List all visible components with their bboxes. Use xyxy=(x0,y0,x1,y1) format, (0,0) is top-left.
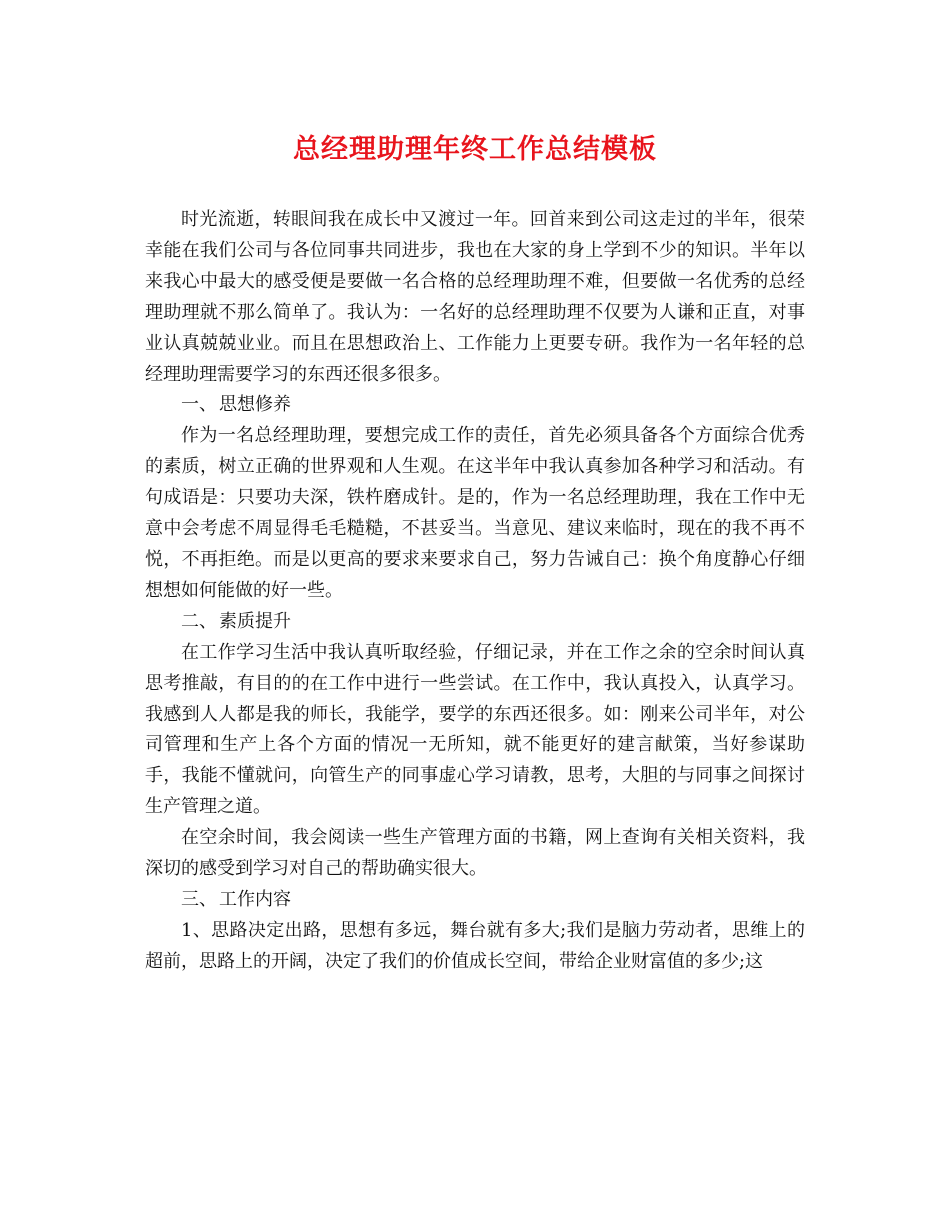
section-heading-text: 工作内容 xyxy=(219,888,291,910)
section-2-paragraph-1: 在工作学习生活中我认真听取经验，仔细记录，并在工作之余的空余时间认真思考推敲，有目的的在工作中进行一些尝试。在工作中，我认真投入，认真学习。我感到人人都是我的师长，我能学，要学的东西还很多。如：刚来公司半年，对公司管理和生产上各个方面的情况一无所知，就不能更好的建言献策，当好参谋助手，我能不懂就问，向管生产的同事虚心学习请教，思考，大胆的与同事之间探讨生产管理之道。 xyxy=(145,641,805,818)
section-number: 一、 xyxy=(181,394,217,416)
document-body xyxy=(145,205,805,978)
intro-paragraph: 时光流逝，转眼间我在成长中又渡过一年。回首来到公司这走过的半年，很荣幸能在我们公司与各位同事共同进步，我也在大家的身上学到不少的知识。半年以来我心中最大的感受便是要做一名合格的总经理助理不难，但要做一名优秀的总经理助理就不那么简单了。我认为：一名好的总经理助理不仅要为人谦和正直，对事业认真兢兢业业。而且在思想政治上、工作能力上更要专研。我作为一名年轻的总经理助理需要学习的东西还很多很多。 xyxy=(145,209,805,385)
section-heading-1 xyxy=(145,390,805,421)
section-1-paragraph: 作为一名总经理助理，要想完成工作的责任，首先必须具备各个方面综合优秀的素质，树立正确的世界观和人生观。在这半年中我认真参加各种学习和活动。有句成语是：只要功夫深，铁杵磨成针。是的，作为一名总经理助理，我在工作中无意中会考虑不周显得毛毛糙糙，不甚妥当。当意见、建议来临时，现在的我不再不悦，不再拒绝。而是以更高的要求来要求自己，努力告诫自己：换个角度静心仔细想想如何能做的好一些。 xyxy=(145,425,805,601)
section-heading-text: 素质提升 xyxy=(219,610,291,632)
section-heading-2 xyxy=(145,607,805,638)
section-number: 三、 xyxy=(181,888,217,910)
section-number: 二、 xyxy=(181,610,217,632)
section-2-paragraph-2: 在空余时间，我会阅读一些生产管理方面的书籍，网上查询有关相关资料，我深切的感受到学习对自己的帮助确实很大。 xyxy=(145,827,805,880)
document-title: 总经理助理年终工作总结模板 xyxy=(293,134,657,165)
section-heading-text: 思想修养 xyxy=(219,394,291,416)
section-heading-3 xyxy=(145,885,805,916)
section-3-paragraph-1: 1、思路决定出路，思想有多远，舞台就有多大;我们是脑力劳动者，思维上的超前，思路上的开阔，决定了我们的价值成长空间，带给企业财富值的多少;这 xyxy=(145,919,805,972)
